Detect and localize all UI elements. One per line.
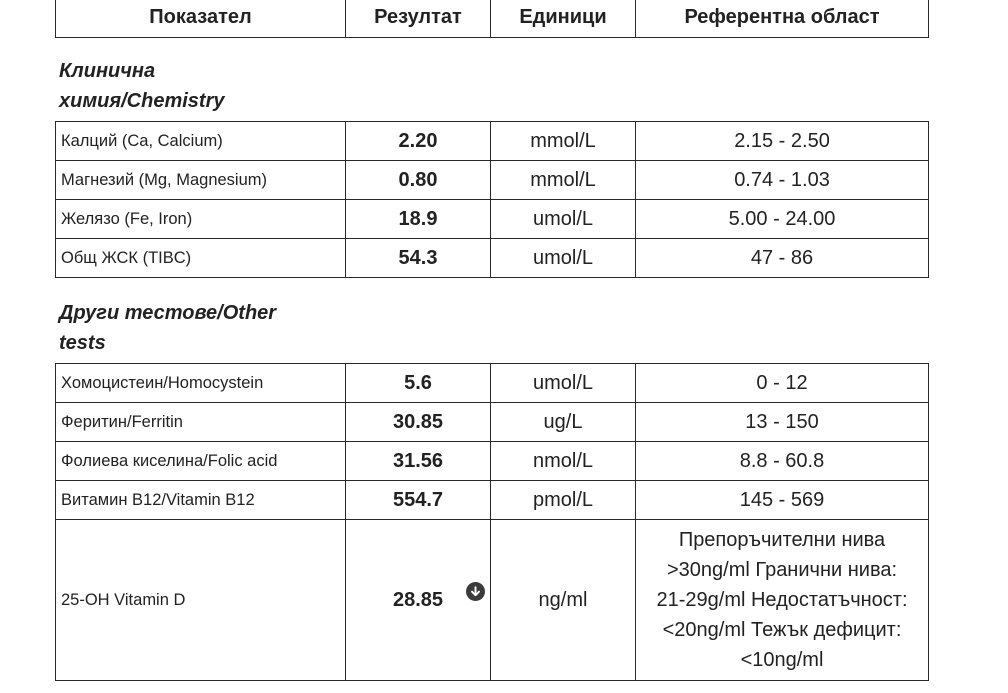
test-reference: 13 - 150 (636, 403, 929, 442)
test-reference: 5.00 - 24.00 (636, 200, 929, 239)
test-name: Желязо (Fe, Iron) (56, 200, 346, 239)
table-row (56, 481, 929, 520)
test-result: 2.20 (346, 122, 491, 161)
test-name: 25-OH Vitamin D (56, 520, 346, 681)
test-reference: 145 - 569 (636, 481, 929, 520)
test-unit: pmol/L (491, 481, 636, 520)
test-result: 31.56 (346, 442, 491, 481)
test-unit: nmol/L (491, 442, 636, 481)
test-result: 28.85 (392, 588, 444, 611)
test-reference: 8.8 - 60.8 (636, 442, 929, 481)
results-table-header (55, 0, 929, 38)
test-name: Калций (Ca, Calcium) (56, 122, 346, 161)
test-name: Феритин/Ferritin (56, 403, 346, 442)
test-unit: umol/L (491, 200, 636, 239)
test-unit: ug/L (491, 403, 636, 442)
test-name: Общ ЖСК (TIBC) (56, 239, 346, 278)
column-header-reference: Референтна област (636, 0, 929, 38)
column-header-indicator: Показател (56, 0, 346, 38)
test-result-cell (346, 520, 491, 681)
test-unit: mmol/L (491, 161, 636, 200)
test-name: Фолиева киселина/Folic acid (56, 442, 346, 481)
test-reference: 47 - 86 (636, 239, 929, 278)
test-unit: umol/L (491, 239, 636, 278)
test-reference (636, 520, 929, 681)
reference-line: 21-29g/ml Недостатъчност: (656, 589, 908, 611)
test-result: 554.7 (346, 481, 491, 520)
test-result: 0.80 (346, 161, 491, 200)
table-row (56, 364, 929, 403)
table-row-vitamin-d (56, 520, 929, 681)
section-title-other-tests: Други тестове/Other tests (59, 302, 277, 354)
table-row (56, 239, 929, 278)
test-result: 18.9 (346, 200, 491, 239)
test-name: Витамин B12/Vitamin B12 (56, 481, 346, 520)
arrow-down-circle-icon[interactable] (466, 582, 485, 601)
test-result: 30.85 (346, 403, 491, 442)
table-row (56, 122, 929, 161)
other-tests-table (55, 363, 929, 681)
test-name: Магнезий (Mg, Magnesium) (56, 161, 346, 200)
chemistry-table (55, 121, 929, 278)
column-header-result: Резултат (346, 0, 491, 38)
test-reference: 0 - 12 (636, 364, 929, 403)
reference-line: Препоръчителни нива (678, 529, 886, 551)
table-row (56, 161, 929, 200)
test-reference: 0.74 - 1.03 (636, 161, 929, 200)
test-unit: mmol/L (491, 122, 636, 161)
column-header-units: Единици (491, 0, 636, 38)
table-row (56, 442, 929, 481)
table-row (56, 200, 929, 239)
test-result: 5.6 (346, 364, 491, 403)
test-name: Хомоцистеин/Homocystein (56, 364, 346, 403)
reference-line: >30ng/ml Гранични нива: (666, 559, 898, 581)
reference-line: <20ng/ml Тежък дефицит: (662, 619, 902, 641)
test-unit: ng/ml (491, 520, 636, 681)
test-unit: umol/L (491, 364, 636, 403)
test-result: 54.3 (346, 239, 491, 278)
section-title-chemistry: Клинична химия/Chemistry (59, 60, 225, 112)
test-reference: 2.15 - 2.50 (636, 122, 929, 161)
reference-line: <10ng/ml (740, 649, 824, 671)
table-row (56, 403, 929, 442)
